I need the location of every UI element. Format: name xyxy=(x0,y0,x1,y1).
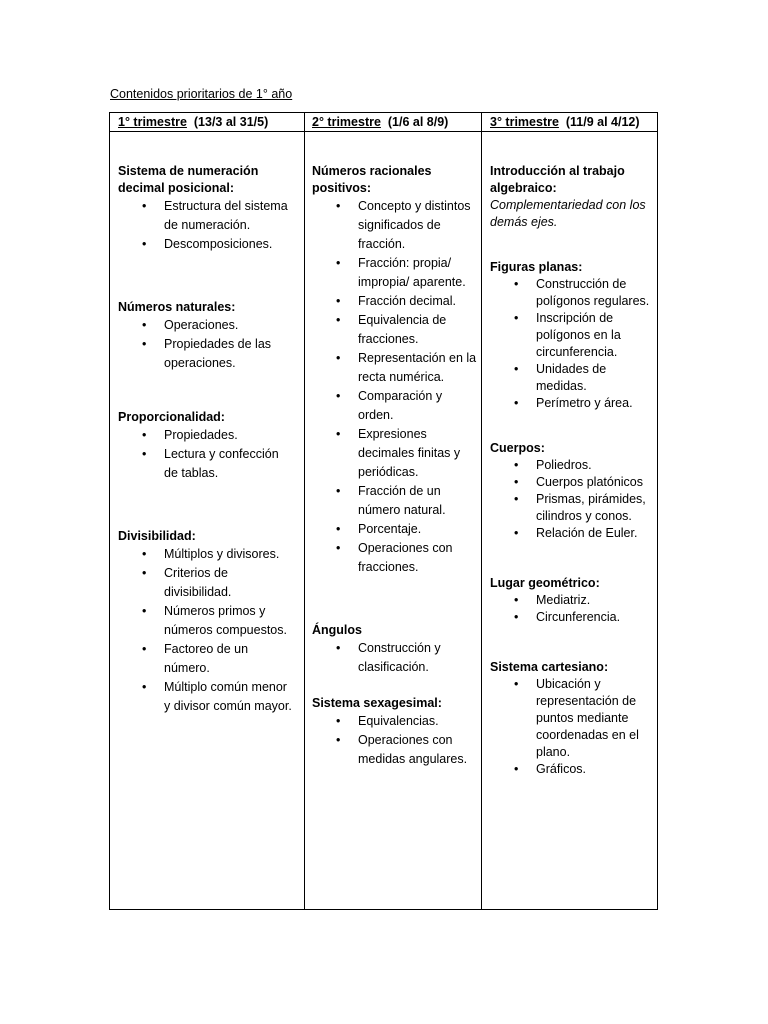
section-title: Figuras planas: xyxy=(490,260,583,274)
header-term-label: 2° trimestre xyxy=(312,115,381,129)
list-item: • Estructura del sistema de numeración. xyxy=(118,197,296,235)
list-item: • Porcentaje. xyxy=(312,520,477,539)
list-item: • Comparación y orden. xyxy=(312,387,477,425)
section-title: Introducción al trabajo algebraico: xyxy=(490,164,625,195)
header-term-label: 3° trimestre xyxy=(490,115,559,129)
list-item: • Números primos y números compuestos. xyxy=(118,602,296,640)
section-title: Proporcionalidad: xyxy=(118,410,225,424)
list-item: • Cuerpos platónicos xyxy=(490,474,655,491)
section-title: Lugar geométrico: xyxy=(490,576,600,590)
header-divider xyxy=(110,131,657,132)
section-cuerpos xyxy=(490,440,655,542)
header-term-3 xyxy=(490,115,640,129)
list-item: • Fracción decimal. xyxy=(312,292,477,311)
section-title: Sistema cartesiano: xyxy=(490,660,609,674)
section-title: Números racionales positivos: xyxy=(312,164,432,195)
header-term-dates: (11/9 al 4/12) xyxy=(565,115,640,129)
list-item: • Prismas, pirámides, cilindros y conos. xyxy=(490,491,655,525)
section-list xyxy=(118,426,296,483)
list-item: • Descomposiciones. xyxy=(118,235,296,254)
section-title: Sistema de numeración decimal posicional: xyxy=(118,164,259,195)
section-list xyxy=(490,457,655,542)
section-numeracion xyxy=(118,163,296,254)
section-list xyxy=(490,676,655,778)
list-item: • Múltiplos y divisores. xyxy=(118,545,296,564)
list-item: • Operaciones. xyxy=(118,316,296,335)
header-term-label: 1° trimestre xyxy=(118,115,187,129)
section-title: Divisibilidad: xyxy=(118,529,196,543)
list-item: • Gráficos. xyxy=(490,761,655,778)
section-proporcionalidad xyxy=(118,409,296,483)
list-item: • Operaciones con medidas angulares. xyxy=(312,731,477,769)
list-item: • Equivalencias. xyxy=(312,712,477,731)
list-item: • Construcción y clasificación. xyxy=(312,639,477,677)
section-title: Cuerpos: xyxy=(490,441,545,455)
section-figuras xyxy=(490,259,655,412)
document-title: Contenidos prioritarios de 1° año xyxy=(110,87,293,101)
section-intro: Complementariedad con los demás ejes. xyxy=(490,198,646,229)
list-item: • Concepto y distintos significados de fracción. xyxy=(312,197,477,254)
list-item: • Circunferencia. xyxy=(490,609,655,626)
list-item: • Propiedades de las operaciones. xyxy=(118,335,296,373)
list-item: • Expresiones decimales finitas y periódicas. xyxy=(312,425,477,482)
term-1-column xyxy=(118,163,296,716)
section-list xyxy=(490,276,655,412)
section-title: Ángulos xyxy=(312,623,362,637)
list-item: • Relación de Euler. xyxy=(490,525,655,542)
list-item: • Poliedros. xyxy=(490,457,655,474)
list-item: • Equivalencia de fracciones. xyxy=(312,311,477,349)
section-lugar-geometrico xyxy=(490,575,655,626)
section-divisibilidad xyxy=(118,528,296,716)
section-list xyxy=(118,197,296,254)
header-term-1 xyxy=(118,115,268,129)
list-item: • Lectura y confección de tablas. xyxy=(118,445,296,483)
header-term-2 xyxy=(312,115,448,129)
list-item: • Propiedades. xyxy=(118,426,296,445)
section-algebraico xyxy=(490,163,655,231)
section-list xyxy=(118,545,296,716)
list-item: • Ubicación y representación de puntos mediante coordenadas en el plano. xyxy=(490,676,655,761)
list-item: • Perímetro y área. xyxy=(490,395,655,412)
header-term-dates: (13/3 al 31/5) xyxy=(193,115,269,129)
section-list xyxy=(312,712,477,769)
list-item: • Construcción de polígonos regulares. xyxy=(490,276,655,310)
section-angulos xyxy=(312,622,477,677)
list-item: • Fracción de un número natural. xyxy=(312,482,477,520)
list-item: • Representación en la recta numérica. xyxy=(312,349,477,387)
list-item: • Múltiplo común menor y divisor común mayor. xyxy=(118,678,296,716)
list-item: • Operaciones con fracciones. xyxy=(312,539,477,577)
list-item: • Factoreo de un número. xyxy=(118,640,296,678)
term-2-column xyxy=(312,163,477,769)
section-naturales xyxy=(118,299,296,373)
section-title: Números naturales: xyxy=(118,300,236,314)
contents-table xyxy=(109,112,658,910)
section-list xyxy=(312,197,477,577)
list-item: • Mediatriz. xyxy=(490,592,655,609)
section-cartesiano xyxy=(490,659,655,778)
list-item: • Inscripción de polígonos en la circunferencia. xyxy=(490,310,655,361)
section-title: Sistema sexagesimal: xyxy=(312,696,442,710)
section-list xyxy=(490,592,655,626)
section-sexagesimal xyxy=(312,695,477,769)
list-item: • Unidades de medidas. xyxy=(490,361,655,395)
list-item: • Fracción: propia/ impropia/ aparente. xyxy=(312,254,477,292)
section-list xyxy=(312,639,477,677)
header-term-dates: (1/6 al 8/9) xyxy=(387,115,449,129)
section-list xyxy=(118,316,296,373)
column-divider xyxy=(304,113,305,909)
term-3-column xyxy=(490,163,655,778)
list-item: • Criterios de divisibilidad. xyxy=(118,564,296,602)
section-racionales xyxy=(312,163,477,577)
column-divider xyxy=(481,113,482,909)
